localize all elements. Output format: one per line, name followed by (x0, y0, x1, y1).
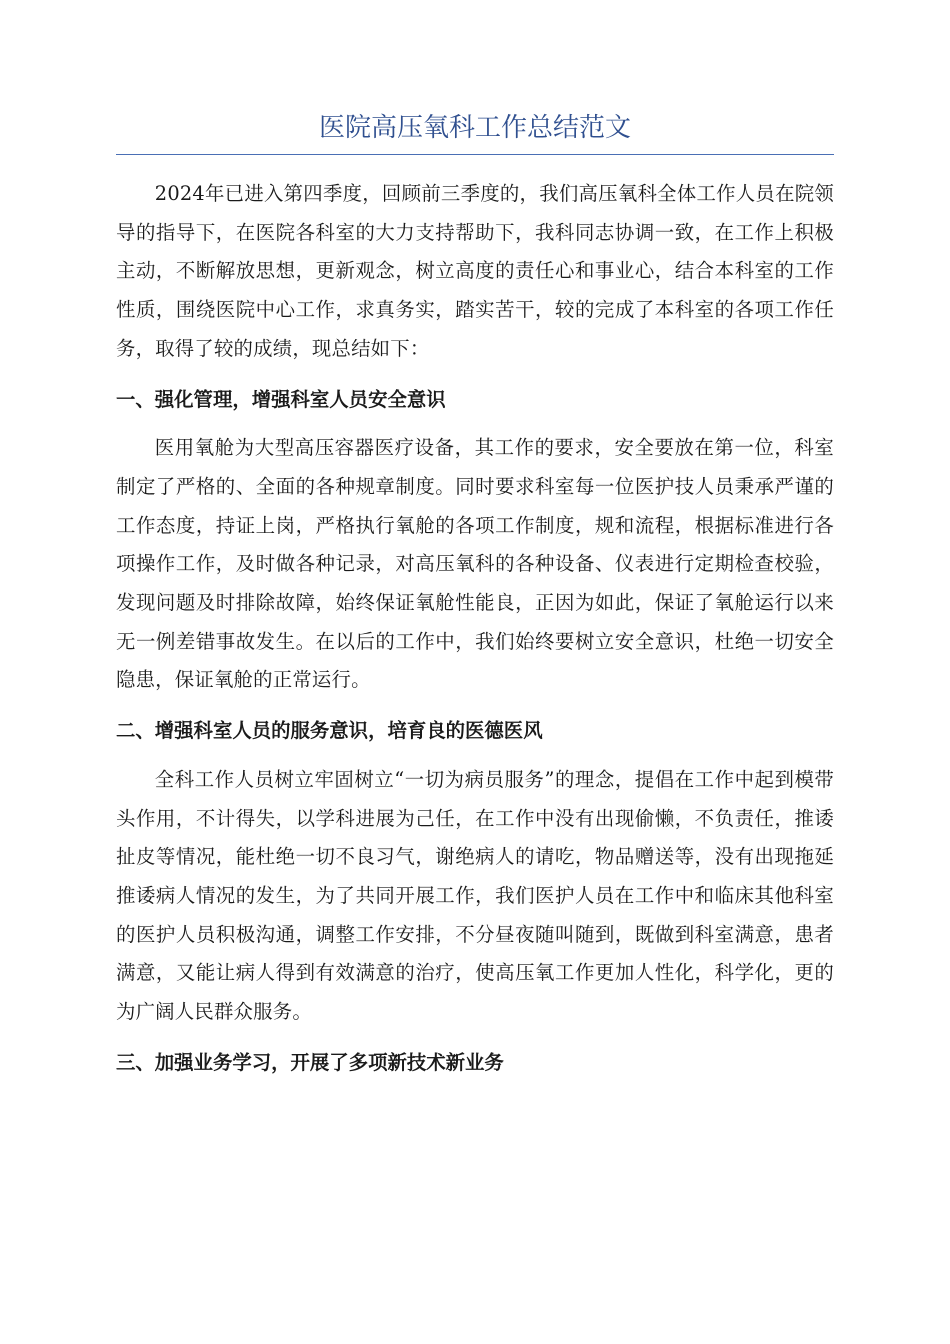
intro-paragraph: 2024年已进入第四季度，回顾前三季度的，我们高压氧科全体工作人员在院领导的指导下，在医院各科室的大力支持帮助下，我科同志协调一致，在工作上积极主动，不断解放思想，更新观念，树立高度的责任心和事业心，结合本科室的工作性质，围绕医院中心工作，求真务实，踏实苦干，较的完成了本科室的各项工作任务，取得了较的成绩，现总结如下： (116, 182, 834, 360)
document-title: 医院高压氧科工作总结范文 (116, 108, 834, 155)
document-page (116, 108, 834, 1092)
section-body-2: 全科工作人员树立牢固树立“一切为病员服务”的理念，提倡在工作中起到模带头作用，不计得失，以学科进展为己任，在工作中没有出现偷懒，不负责任，推诿扯皮等情况，能杜绝一切不良习气，谢绝病人的请吃，物品赠送等，没有出现拖延推诿病人情况的发生，为了共同开展工作，我们医护人员在工作中和临床其他科室的医护人员积极沟通，调整工作安排，不分昼夜随叫随到，既做到科室满意，患者满意，又能让病人得到有效满意的治疗，使高压氧工作更加人性化，科学化，更的为广阔人民群众服务。 (116, 767, 834, 1024)
section-heading-1: 一、强化管理，增强科室人员安全意识 (116, 387, 446, 411)
section-heading-3: 三、加强业务学习，开展了多项新技术新业务 (116, 1050, 504, 1074)
section-heading-2: 二、增强科室人员的服务意识，培育良的医德医风 (116, 719, 543, 743)
section-body-1: 医用氧舱为大型高压容器医疗设备，其工作的要求，安全要放在第一位，科室制定了严格的、全面的各种规章制度。同时要求科室每一位医护技人员秉承严谨的工作态度，持证上岗，严格执行氧舱的各项工作制度，规和流程，根据标准进行各项操作工作，及时做各种记录，对高压氧科的各种设备、仪表进行定期检查校验，发现问题及时排除故障，始终保证氧舱性能良，正因为如此，保证了氧舱运行以来无一例差错事故发生。在以后的工作中，我们始终要树立安全意识，杜绝一切安全隐患，保证氧舱的正常运行。 (116, 436, 834, 692)
